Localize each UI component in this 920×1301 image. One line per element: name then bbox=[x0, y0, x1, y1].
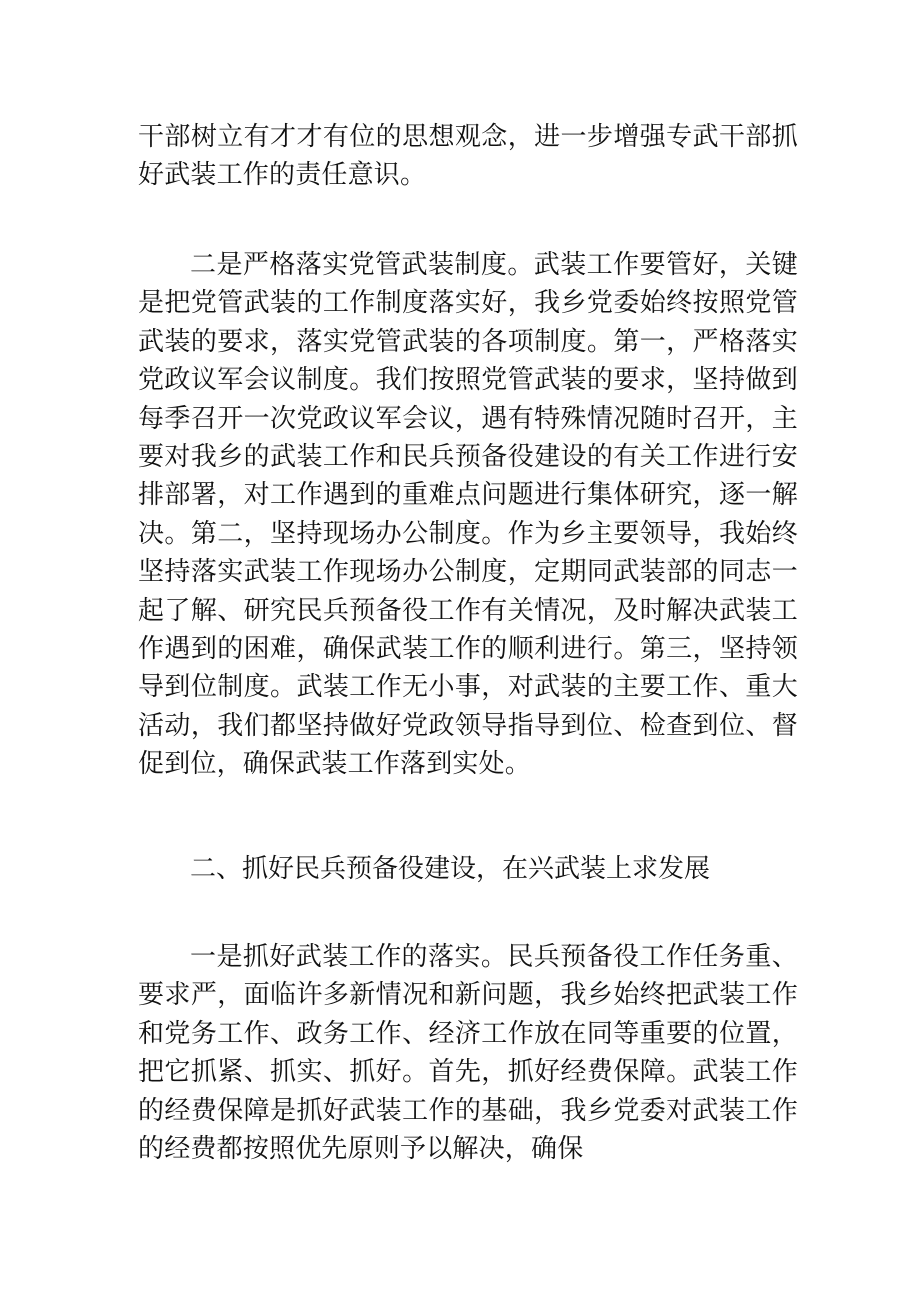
paragraph-continuation: 干部树立有才才有位的思想观念，进一步增强专武干部抓好武装工作的责任意识。 bbox=[138, 122, 798, 191]
paragraph-party-management-system: 二是严格落实党管武装制度。武装工作要管好，关键是把党管武装的工作制度落实好，我乡党委始终按照党管武装的要求，落实党管武装的各项制度。第一，严格落实党政议军会议制度。我们按照党管武装的要求，坚持做到每季召开一次党政议军会议，遇有特殊情况随时召开，主要对我乡的武装工作和民兵预备役建设的有关工作进行安排部署，对工作遇到的重难点问题进行集体研究，逐一解决。第二，坚持现场办公制度。作为乡主要领导，我始终坚持落实武装工作现场办公制度，定期同武装部的同志一起了解、研究民兵预备役工作有关情况，及时解决武装工作遇到的困难，确保武装工作的顺利进行。第三，坚持领导到位制度。武装工作无小事，对武装的主要工作、重大活动，我们都坚持做好党政领导指导到位、检查到位、督促到位，确保武装工作落到实处。 bbox=[138, 250, 798, 780]
section-heading: 二、抓好民兵预备役建设，在兴武装上求发展 bbox=[190, 854, 711, 884]
paragraph-implementation: 一是抓好武装工作的落实。民兵预备役工作任务重、要求严，面临许多新情况和新问题，我乡始终把武装工作和党务工作、政务工作、经济工作放在同等重要的位置，把它抓紧、抓实、抓好。首先，抓好经费保障。武装工作的经费保障是抓好武装工作的基础，我乡党委对武装工作的经费都按照优先原则予以解决，确保 bbox=[138, 942, 798, 1165]
